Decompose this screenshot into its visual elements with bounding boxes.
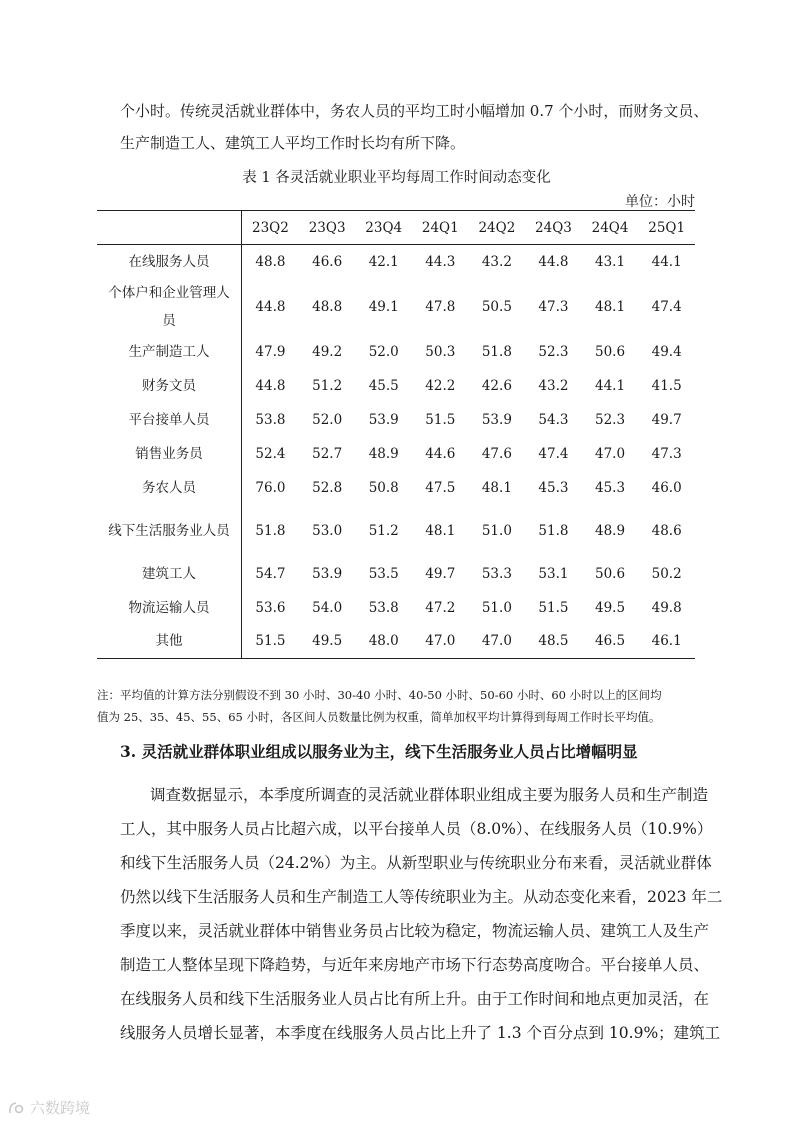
- table-cell: 44.8: [255, 377, 286, 394]
- body-line-2: 工人，其中服务人员占比超六成，以平台接单人员（8.0%）、在线服务人员（10.9%）: [120, 820, 713, 838]
- table-cell: 49.1: [368, 298, 399, 315]
- table-row: [97, 335, 695, 369]
- table-cell: 48.1: [595, 298, 626, 315]
- table-cell: 52.0: [368, 343, 399, 360]
- table-cell: 51.0: [481, 599, 512, 616]
- brand-logo-icon: [8, 1101, 26, 1115]
- table-caption: 表 1 各灵活就业职业平均每周工作时间动态变化: [242, 170, 551, 186]
- table-cell: 48.9: [595, 522, 626, 539]
- table-cell: 76.0: [255, 479, 286, 496]
- column-header: 24Q4: [582, 211, 639, 245]
- body-line-1: 调查数据显示，本季度所调查的灵活就业群体职业组成主要为服务人员和生产制造: [150, 786, 709, 804]
- table-row: [97, 471, 695, 505]
- table-cell: 54.0: [312, 599, 343, 616]
- watermark: [8, 1097, 90, 1118]
- body-line-4: 仍然以线下生活服务人员和生产制造工人等传统职业为主。从动态变化来看，2023 年二: [120, 888, 723, 906]
- table-row: [97, 505, 695, 557]
- watermark-text: 六数跨境: [30, 1099, 91, 1117]
- table-cell: 52.3: [538, 343, 569, 360]
- table-cell: 52.7: [312, 445, 343, 462]
- table-cell: 49.5: [595, 599, 626, 616]
- table-cell: 51.2: [312, 377, 343, 394]
- table-cell: 49.8: [651, 599, 682, 616]
- table-cell: 50.5: [481, 298, 512, 315]
- column-header: 23Q4: [355, 211, 412, 245]
- table-row: [97, 403, 695, 437]
- table-cell: 49.7: [425, 565, 456, 582]
- table-cell: 53.6: [255, 599, 286, 616]
- table-cell: 53.8: [368, 599, 399, 616]
- row-label: 在线服务人员: [97, 245, 242, 279]
- table-cell: 52.4: [255, 445, 286, 462]
- table-cell: 53.9: [368, 411, 399, 428]
- table-cell: 51.5: [242, 625, 299, 659]
- table-cell: 47.2: [425, 599, 456, 616]
- table-cell: 45.3: [538, 479, 569, 496]
- table-cell: 49.7: [651, 411, 682, 428]
- table-unit: 单位：小时: [625, 194, 695, 210]
- table-cell: 53.3: [481, 565, 512, 582]
- table-cell: 44.6: [425, 445, 456, 462]
- table-cell: 51.2: [368, 522, 399, 539]
- table-cell: 41.5: [651, 377, 682, 394]
- table-cell: 42.2: [425, 377, 456, 394]
- table-cell: 51.0: [481, 522, 512, 539]
- table-cell: 50.8: [368, 479, 399, 496]
- table-cell: 51.8: [538, 522, 569, 539]
- table-cell: 52.0: [312, 411, 343, 428]
- table-header-row: [97, 211, 695, 245]
- table-cell: 42.6: [481, 377, 512, 394]
- table-row: [97, 437, 695, 471]
- intro-line-1: 个小时。传统灵活就业群体中，务农人员的平均工时小幅增加 0.7 个小时，而财务文员、: [120, 102, 709, 120]
- table-cell: 53.5: [368, 565, 399, 582]
- table-cell: 46.6: [312, 253, 343, 270]
- table-cell: 46.0: [651, 479, 682, 496]
- row-label: 生产制造工人: [97, 335, 242, 369]
- table-cell: 53.1: [538, 565, 569, 582]
- column-header: 24Q3: [525, 211, 582, 245]
- table-cell: 47.9: [255, 343, 286, 360]
- table-cell: 47.6: [481, 445, 512, 462]
- table-cell: 44.1: [651, 253, 682, 270]
- table-cell: 47.3: [651, 445, 682, 462]
- row-label: 务农人员: [97, 471, 242, 505]
- table-cell: 43.1: [595, 253, 626, 270]
- table-cell: 46.1: [638, 625, 695, 659]
- table-cell: 52.8: [312, 479, 343, 496]
- table-cell: 43.2: [481, 253, 512, 270]
- row-label: 个体户和企业管理人员: [97, 279, 242, 335]
- note-line-2: 值为 25、35、45、55、65 小时，各区间人员数量比例为权重，简单加权平均计算得到每周工作时长平均值。: [97, 710, 661, 724]
- table-row: [97, 625, 695, 659]
- table-cell: 47.0: [412, 625, 469, 659]
- table-cell: 53.9: [312, 565, 343, 582]
- note-line-1: 注：平均值的计算方法分别假设不到 30 小时、30-40 小时、40-50 小时、50-60 小时、60 小时以上的区间均: [97, 688, 662, 702]
- table-cell: 47.4: [538, 445, 569, 462]
- body-line-3: 和线下生活服务人员（24.2%）为主。从新型职业与传统职业分布来看，灵活就业群体: [120, 854, 712, 872]
- table-cell: 54.7: [255, 565, 286, 582]
- table-note: [97, 684, 662, 728]
- row-label: 平台接单人员: [97, 403, 242, 437]
- table-cell: 50.3: [425, 343, 456, 360]
- body-line-6: 制造工人整体呈现下降趋势，与近年来房地产市场下行态势高度吻合。平台接单人员、: [120, 956, 710, 974]
- table-cell: 48.6: [651, 522, 682, 539]
- table-cell: 49.2: [312, 343, 343, 360]
- row-label: 财务文员: [97, 369, 242, 403]
- row-label: 其他: [97, 625, 242, 659]
- row-label: 物流运输人员: [97, 591, 242, 625]
- table-cell: 50.6: [595, 565, 626, 582]
- table-row: [97, 279, 695, 335]
- table-cell: 47.5: [425, 479, 456, 496]
- table-row: [97, 557, 695, 591]
- header-corner-cell: [97, 211, 242, 245]
- table-cell: 53.9: [481, 411, 512, 428]
- table-row: [97, 591, 695, 625]
- column-header: 23Q2: [242, 211, 299, 245]
- body-line-7: 在线服务人员和线下生活服务业人员占比有所上升。由于工作时间和地点更加灵活，在: [120, 990, 710, 1008]
- table-cell: 44.1: [595, 377, 626, 394]
- table-cell: 48.5: [525, 625, 582, 659]
- table-cell: 53.8: [255, 411, 286, 428]
- column-header: 25Q1: [638, 211, 695, 245]
- row-label: 线下生活服务业人员: [97, 505, 242, 557]
- row-label: 建筑工人: [97, 557, 242, 591]
- intro-line-2: 生产制造工人、建筑工人平均工作时长均有所下降。: [120, 134, 466, 152]
- table-cell: 43.2: [538, 377, 569, 394]
- table-cell: 48.8: [255, 253, 286, 270]
- table-cell: 50.6: [595, 343, 626, 360]
- table-row: [97, 369, 695, 403]
- body-line-8: 线服务人员增长显著，本季度在线服务人员占比上升了 1.3 个百分点到 10.9%；建筑工: [120, 1024, 721, 1042]
- column-header: 24Q1: [412, 211, 469, 245]
- table-cell: 54.3: [538, 411, 569, 428]
- table-cell: 46.5: [582, 625, 639, 659]
- table-cell: 44.3: [425, 253, 456, 270]
- table-cell: 50.2: [651, 565, 682, 582]
- table-cell: 51.8: [481, 343, 512, 360]
- table-cell: 48.9: [368, 445, 399, 462]
- table-cell: 47.3: [538, 298, 569, 315]
- table-cell: 49.5: [299, 625, 356, 659]
- table-cell: 48.8: [312, 298, 343, 315]
- section-heading: 3. 灵活就业群体职业组成以服务业为主，线下生活服务业人员占比增幅明显: [120, 742, 638, 761]
- table-cell: 48.1: [481, 479, 512, 496]
- table-cell: 52.3: [595, 411, 626, 428]
- table-cell: 47.0: [469, 625, 526, 659]
- table-cell: 47.8: [425, 298, 456, 315]
- table-cell: 48.0: [355, 625, 412, 659]
- table-row: [97, 245, 695, 279]
- column-header: 24Q2: [469, 211, 526, 245]
- table-cell: 48.1: [425, 522, 456, 539]
- work-hours-table: [97, 210, 695, 659]
- table-cell: 51.5: [538, 599, 569, 616]
- table-cell: 51.5: [425, 411, 456, 428]
- column-header: 23Q3: [299, 211, 356, 245]
- row-label: 销售业务员: [97, 437, 242, 471]
- table-cell: 44.8: [255, 298, 286, 315]
- table-cell: 42.1: [368, 253, 399, 270]
- table-cell: 44.8: [538, 253, 569, 270]
- table-cell: 47.4: [651, 298, 682, 315]
- table-cell: 49.4: [651, 343, 682, 360]
- table-cell: 51.8: [255, 522, 286, 539]
- body-line-5: 季度以来，灵活就业群体中销售业务员占比较为稳定，物流运输人员、建筑工人及生产: [120, 922, 710, 940]
- table-cell: 45.3: [595, 479, 626, 496]
- table-cell: 45.5: [368, 377, 399, 394]
- table-cell: 47.0: [595, 445, 626, 462]
- table-cell: 53.0: [312, 522, 343, 539]
